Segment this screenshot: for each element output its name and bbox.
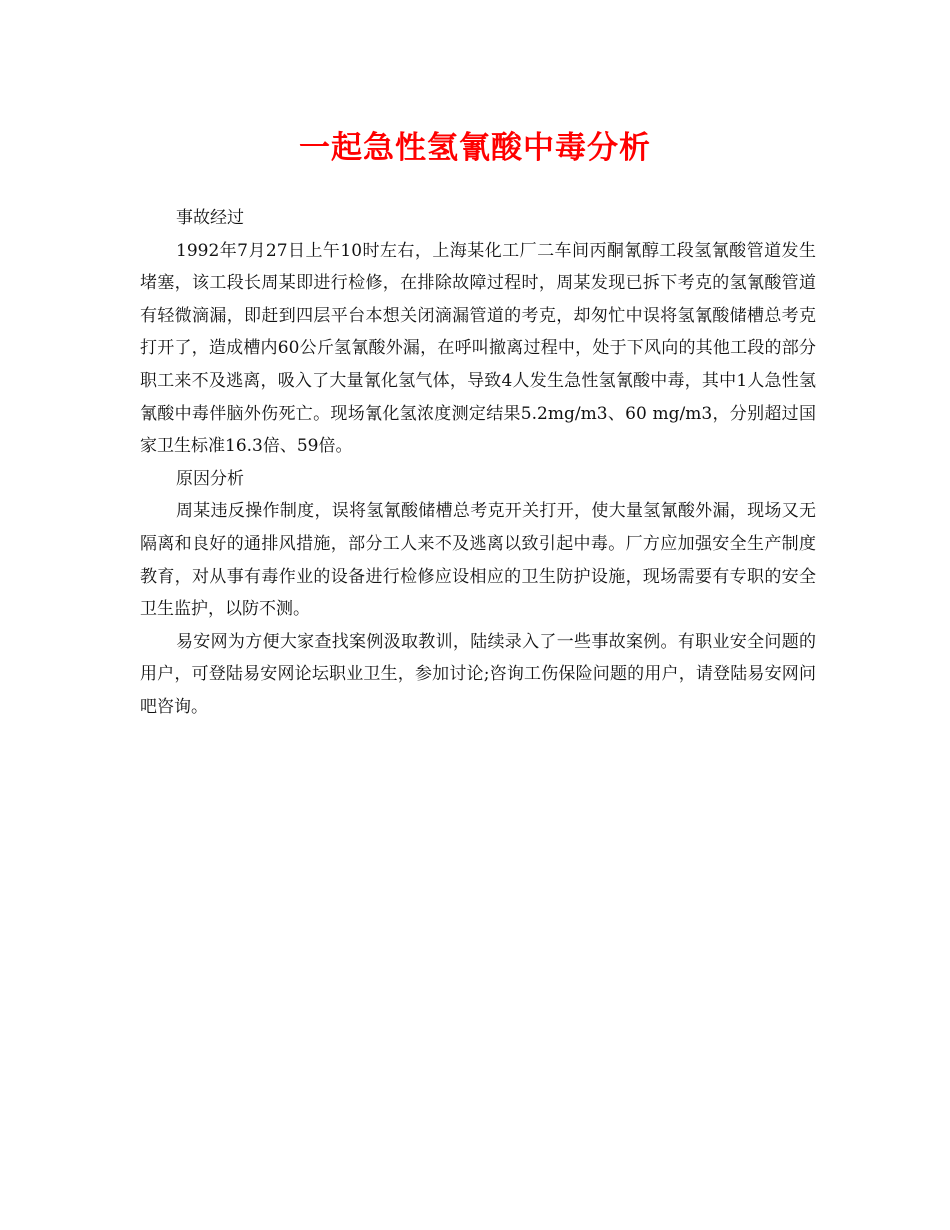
document-title: 一起急性氢氰酸中毒分析 [299,130,651,166]
section-heading-cause: 原因分析 [176,468,244,489]
document-body [140,202,816,724]
section-heading-incident: 事故经过 [176,208,244,228]
paragraph-cause: 周某违反操作制度，误将氢氰酸储槽总考克开关打开，使大量氢氰酸外漏，现场又无隔离和良好的通排风措施，部分工人来不及逃离以致引起中毒。厂方应加强安全生产制度教育，对从事有毒作业的设备进行检修应设相应的卫生防护设施，现场需要有专职的安全卫生监护，以防不测。 [140,501,816,620]
paragraph-note: 易安网为方便大家查找案例汲取教训，陆续录入了一些事故案例。有职业安全问题的用户，可登陆易安网论坛职业卫生，参加讨论;咨询工伤保险问题的用户，请登陆易安网问吧咨询。 [140,631,816,717]
paragraph-incident: 1992年7月27日上午10时左右，上海某化工厂二车间丙酮氰醇工段氢氰酸管道发生堵塞，该工段长周某即进行检修，在排除故障过程时，周某发现已拆下考克的氢氰酸管道有轻微滴漏，即赶到四层平台本想关闭滴漏管道的考克，却匆忙中误将氢氰酸储槽总考克打开了，造成槽内60公斤氢氰酸外漏，在呼叫撤离过程中，处于下风向的其他工段的部分职工来不及逃离，吸入了大量氰化氢气体，导致4人发生急性氢氰酸中毒，其中1人急性氢氰酸中毒伴脑外伤死亡。现场氰化氢浓度测定结果5.2mg/m3、60 mg/m3，分别超过国家卫生标准16.3倍、59倍。 [140,240,816,457]
